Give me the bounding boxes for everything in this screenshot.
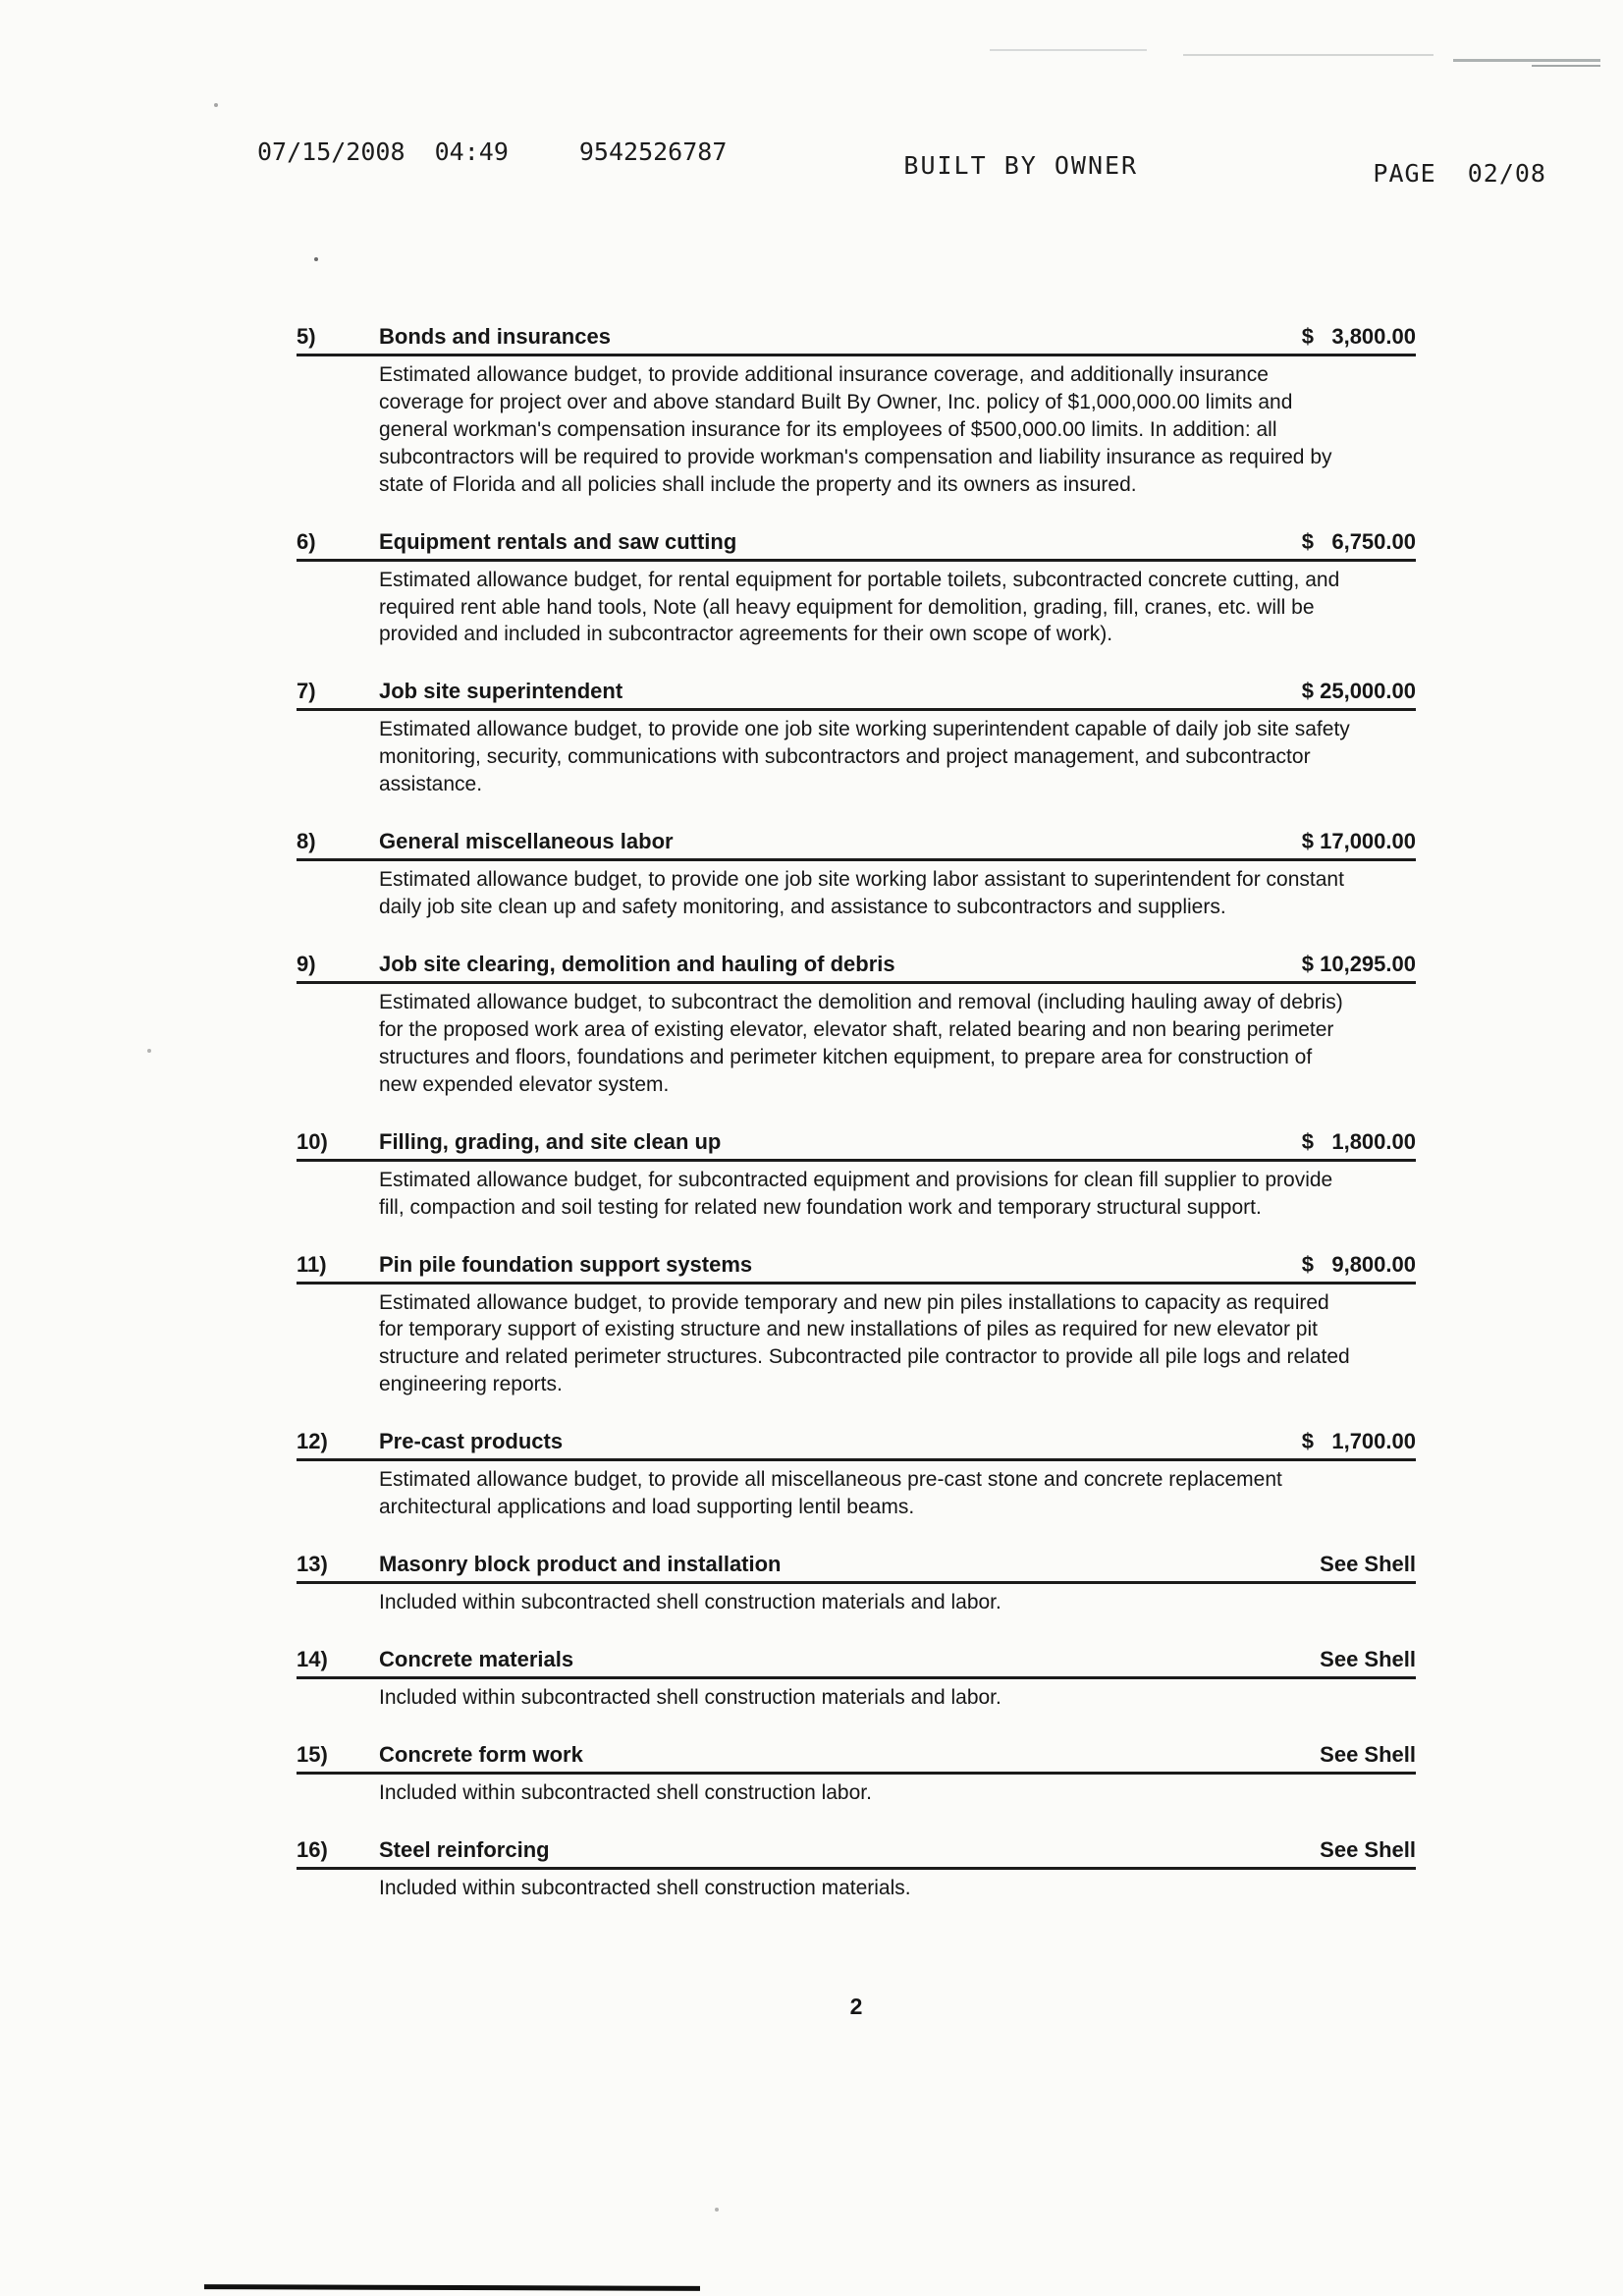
item-description: Estimated allowance budget, to provide one job site working superintendent capable of daily job site safety monitoring, security, communications with subcontractors and project management, and subcontractor assistance. (379, 718, 1350, 796)
item-title: Bonds and insurances (379, 324, 611, 349)
fax-datetime: 07/15/2008 04:49 (257, 137, 509, 166)
budget-item-header (297, 529, 1416, 562)
scan-speck (314, 257, 318, 261)
item-description: Estimated allowance budget, for rental equipment for portable toilets, subcontracted concrete cutting, and required rent able hand tools, Note (all heavy equipment for demolition, grading, fill, cranes, etc. will be provided and included in subcontractor agreements for their own scope of work). (379, 568, 1340, 646)
budget-item-header (297, 679, 1416, 711)
budget-item (297, 529, 1416, 649)
budget-item-list (297, 324, 1416, 1933)
budget-item-header (297, 952, 1416, 984)
budget-item (297, 1647, 1416, 1712)
scan-speck (147, 1049, 151, 1053)
budget-item (297, 679, 1416, 798)
item-number: 6) (297, 528, 316, 554)
budget-item (297, 829, 1416, 921)
item-number: 11) (297, 1251, 327, 1277)
item-number: 8) (297, 829, 316, 854)
budget-item-header (297, 1429, 1416, 1461)
scan-artifact (1453, 59, 1600, 62)
fax-header (257, 137, 1546, 188)
budget-item (297, 1837, 1416, 1902)
item-number: 13) (297, 1552, 328, 1577)
item-number: 7) (297, 679, 316, 704)
fax-recipient: BUILT BY OWNER (903, 151, 1139, 180)
item-description: Included within subcontracted shell construction materials and labor. (379, 1685, 1001, 1709)
budget-item (297, 1552, 1416, 1616)
budget-item (297, 1129, 1416, 1222)
item-number: 5) (297, 324, 316, 349)
item-description: Estimated allowance budget, to provide all miscellaneous pre-cast stone and concrete replacement architectural applications and load supporting lentil beams. (379, 1468, 1282, 1519)
item-description: Estimated allowance budget, to provide additional insurance coverage, and additionally insurance coverage for project over and above standard Built By Owner, Inc. policy of $1,000,000.00 limits and general workman's compensation insurance for its employees of $500,000.00 limits. In addition: all subcontractors will be required to provide workman's compensation and liability insurance as required by state of Florida and all policies shall include the property and its owners as insured. (379, 363, 1332, 496)
fax-number: 9542526787 (578, 137, 728, 166)
item-description: Estimated allowance budget, for subcontracted equipment and provisions for clean fill supplier to provide fill, compaction and soil testing for related new foundation work and temporary structural support. (379, 1168, 1333, 1219)
item-description: Included within subcontracted shell construction materials. (379, 1876, 911, 1899)
item-number: 9) (297, 951, 316, 976)
scan-artifact (990, 49, 1147, 51)
item-title: Filling, grading, and site clean up (379, 1128, 722, 1154)
item-title: General miscellaneous labor (379, 829, 674, 854)
budget-item-header (297, 1647, 1416, 1679)
budget-item (297, 1429, 1416, 1521)
item-amount: See Shell (1320, 1836, 1416, 1862)
item-amount: $ 1,800.00 (1301, 1128, 1416, 1154)
item-number: 10) (297, 1128, 328, 1154)
item-description: Estimated allowance budget, to provide temporary and new pin piles installations to capacity as required for temporary support of existing structure and new installations of piles as required for new elevator pit structure and related perimeter structures. Subcontracted pile contractor to provide all pile logs and related engineering reports. (379, 1290, 1350, 1396)
budget-item (297, 952, 1416, 1099)
scan-speck (214, 103, 218, 107)
item-amount: $ 6,750.00 (1301, 528, 1416, 554)
item-title: Pre-cast products (379, 1429, 564, 1454)
item-title: Concrete materials (379, 1646, 574, 1671)
budget-item (297, 324, 1416, 499)
item-description: Estimated allowance budget, to provide one job site working labor assistant to superintendent for constant daily job site clean up and safety monitoring, and assistance to subcontractors and suppliers. (379, 868, 1344, 919)
budget-item-header (297, 1742, 1416, 1775)
item-description: Estimated allowance budget, to subcontract the demolition and removal (including hauling away of debris) for the proposed work area of existing elevator, elevator shaft, related bearing and non bearing perimeter structures and floors, foundations and perimeter kitchen equipment, to prepare area for construction of new expended elevator system. (379, 990, 1343, 1096)
budget-item-header (297, 829, 1416, 861)
item-amount: $ 3,800.00 (1301, 324, 1416, 349)
page-number: 2 (849, 1994, 863, 2019)
item-title: Pin pile foundation support systems (379, 1251, 753, 1277)
budget-item-header (297, 1129, 1416, 1162)
budget-item-header (297, 324, 1416, 356)
item-title: Job site clearing, demolition and hauling of debris (379, 951, 895, 976)
item-amount: See Shell (1320, 1552, 1416, 1577)
item-amount: See Shell (1320, 1741, 1416, 1767)
item-amount: $ 10,295.00 (1301, 951, 1416, 976)
item-number: 15) (297, 1741, 328, 1767)
budget-item-header (297, 1837, 1416, 1870)
item-number: 12) (297, 1429, 328, 1454)
item-title: Equipment rentals and saw cutting (379, 528, 737, 554)
scan-artifact (1532, 65, 1600, 67)
budget-item (297, 1252, 1416, 1399)
item-amount: $ 25,000.00 (1301, 679, 1416, 704)
fax-page-indicator: PAGE 02/08 (1373, 159, 1546, 188)
item-title: Steel reinforcing (379, 1836, 550, 1862)
item-description: Included within subcontracted shell construction labor. (379, 1780, 872, 1804)
item-title: Concrete form work (379, 1741, 583, 1767)
scan-artifact (1183, 54, 1434, 56)
scan-speck (715, 2208, 719, 2212)
item-description: Included within subcontracted shell construction materials and labor. (379, 1591, 1001, 1614)
item-number: 16) (297, 1836, 328, 1862)
item-title: Job site superintendent (379, 679, 623, 704)
item-amount: $ 9,800.00 (1301, 1251, 1416, 1277)
item-amount: $ 1,700.00 (1301, 1429, 1416, 1454)
item-amount: $ 17,000.00 (1301, 829, 1416, 854)
item-title: Masonry block product and installation (379, 1552, 782, 1577)
budget-item-header (297, 1552, 1416, 1584)
item-amount: See Shell (1320, 1646, 1416, 1671)
budget-item (297, 1742, 1416, 1807)
budget-item-header (297, 1252, 1416, 1285)
scan-edge-mark (204, 2284, 700, 2291)
item-number: 14) (297, 1646, 328, 1671)
